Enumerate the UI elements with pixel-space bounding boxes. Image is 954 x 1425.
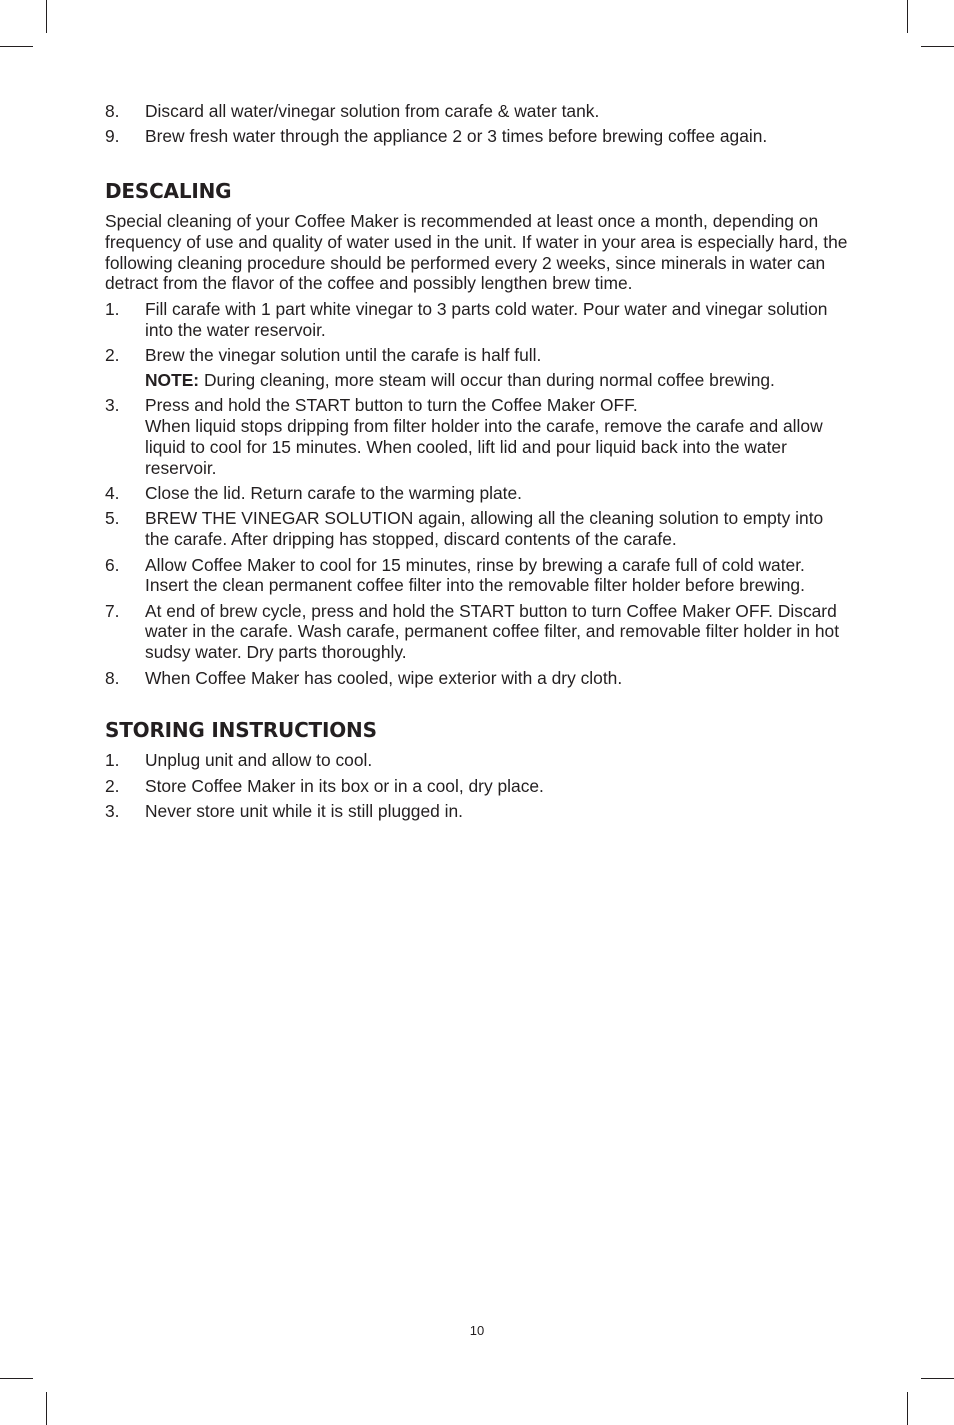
list-number: 1. <box>105 298 120 319</box>
list-number: 8. <box>105 667 120 688</box>
list-number: 7. <box>105 600 120 621</box>
note-label: NOTE: <box>145 370 200 391</box>
list-number: 9. <box>105 126 120 147</box>
list-item <box>105 508 850 550</box>
list-text: Store Coffee Maker in its box or in a cool, dry place. <box>145 775 544 796</box>
page-number: 10 <box>469 1323 485 1338</box>
descaling-heading: DESCALING <box>105 179 232 204</box>
crop-mark-top-right-horizontal <box>921 46 954 47</box>
list-item <box>105 395 850 478</box>
list-text: Press and hold the START button to turn the Coffee Maker OFF. <box>145 395 638 416</box>
crop-mark-bottom-left-vertical <box>46 1392 47 1425</box>
list-text: Never store unit while it is still plugged in. <box>145 800 464 821</box>
list-item <box>105 801 850 822</box>
list-number: 2. <box>105 775 120 796</box>
list-number: 4. <box>105 483 120 504</box>
list-text: At end of brew cycle, press and hold the START button to turn Coffee Maker OFF. Discard water in the carafe. Wash carafe, permanent coffee filter, and removable filter holder in hot sudsy water. Dry parts thoroughly. <box>145 600 840 663</box>
list-text: When Coffee Maker has cooled, wipe exterior with a dry cloth. <box>145 667 623 688</box>
note-text: During cleaning, more steam will occur than during normal coffee brewing. <box>199 370 775 391</box>
list-item <box>105 776 850 797</box>
list-text-continued: When liquid stops dripping from filter holder into the carafe, remove the carafe and allow liquid to cool for 15 minutes. When cooled, lift lid and pour liquid back into the water reservoir. <box>145 416 823 478</box>
list-text: Brew the vinegar solution until the carafe is half full. <box>145 344 542 365</box>
cleaning-note <box>105 370 850 391</box>
crop-mark-bottom-left-horizontal <box>0 1378 33 1379</box>
list-number: 2. <box>105 344 120 365</box>
list-text: Allow Coffee Maker to cool for 15 minutes, rinse by brewing a carafe full of cold water. Insert the clean permanent coffee filter into the removable filter holder before brewing. <box>145 554 805 596</box>
storing-heading: STORING INSTRUCTIONS <box>105 718 377 743</box>
crop-mark-top-left-vertical <box>46 0 47 33</box>
list-number: 3. <box>105 800 120 821</box>
list-text: BREW THE VINEGAR SOLUTION again, allowing all the cleaning solution to empty into the carafe. After dripping has stopped, discard contents of the carafe. <box>145 508 824 550</box>
list-text: Brew fresh water through the appliance 2 or 3 times before brewing coffee again. <box>145 126 768 147</box>
list-item <box>105 126 850 147</box>
list-text: Discard all water/vinegar solution from carafe & water tank. <box>145 101 600 121</box>
list-text: Close the lid. Return carafe to the warming plate. <box>145 483 522 504</box>
list-number: 5. <box>105 508 120 529</box>
list-item <box>105 299 850 341</box>
list-number: 3. <box>105 395 120 416</box>
crop-mark-bottom-right-vertical <box>907 1392 908 1425</box>
list-item <box>105 345 850 366</box>
list-number: 1. <box>105 750 120 771</box>
list-number: 6. <box>105 554 120 575</box>
list-text: Unplug unit and allow to cool. <box>145 750 373 771</box>
list-item <box>105 750 850 771</box>
list-item <box>105 555 850 597</box>
list-item <box>105 668 850 689</box>
descaling-intro: Special cleaning of your Coffee Maker is recommended at least once a month, depending on frequency of use and quality of water used in the unit. If water in your area is especially hard, the following cleaning procedure should be performed every 2 weeks, since minerals in water can detract from the flavor of the coffee and possibly lengthen brew time. <box>105 211 848 294</box>
list-text: Fill carafe with 1 part white vinegar to 3 parts cold water. Pour water and vinegar solution into the water reservoir. <box>145 298 828 340</box>
crop-mark-top-left-horizontal <box>0 46 33 47</box>
list-item <box>105 101 850 122</box>
list-item <box>105 601 850 663</box>
list-item <box>105 483 850 504</box>
page-content <box>105 101 850 826</box>
crop-mark-bottom-right-horizontal <box>921 1378 954 1379</box>
crop-mark-top-right-vertical <box>907 0 908 33</box>
list-number: 8. <box>105 101 120 121</box>
